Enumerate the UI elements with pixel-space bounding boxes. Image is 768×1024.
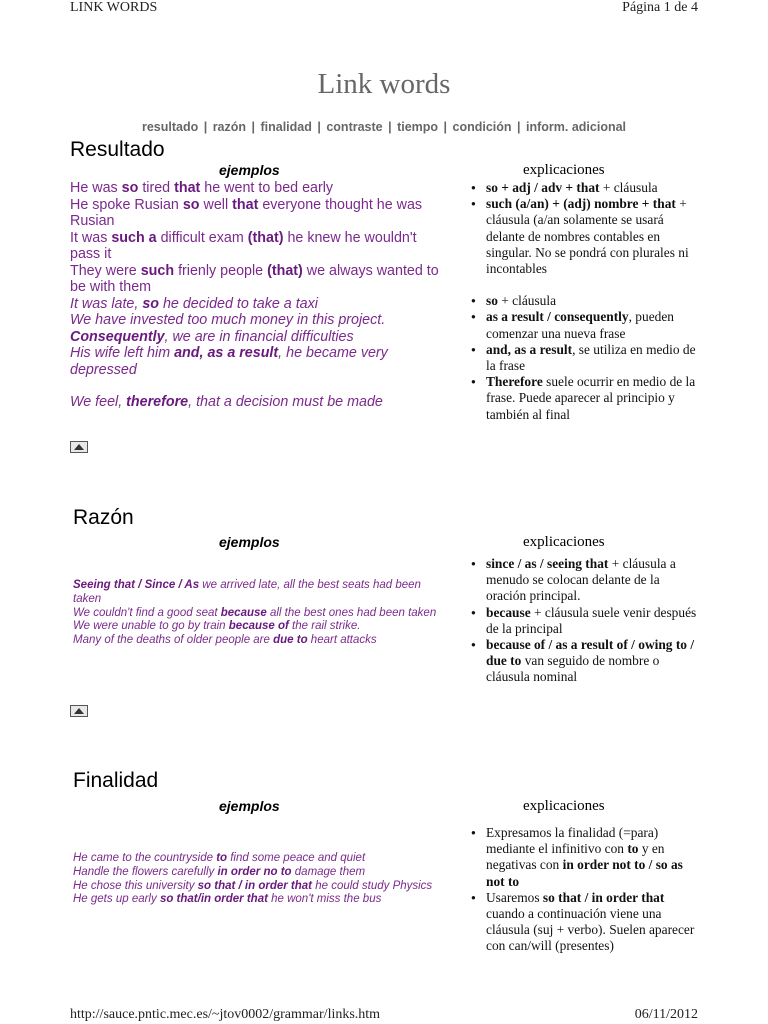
link-word: so bbox=[486, 293, 498, 309]
sentence-text: He gets up early bbox=[73, 893, 160, 906]
sentence-text: He chose this university bbox=[73, 879, 198, 892]
link-word: due to bbox=[273, 634, 308, 647]
print-footer-url: http://sauce.pntic.mec.es/~jtov0002/grammar/links.htm bbox=[70, 1007, 381, 1022]
sentence-text: he could study Physics bbox=[312, 879, 433, 892]
sentence-text: We couldn't find a good seat bbox=[73, 606, 221, 619]
link-word: therefore bbox=[126, 394, 189, 410]
sentence-text: It was late, bbox=[70, 295, 143, 312]
examples-razon bbox=[73, 579, 443, 648]
explanation-item bbox=[470, 342, 702, 374]
explanations-finalidad bbox=[470, 825, 702, 955]
link-word: such bbox=[140, 262, 175, 279]
link-word: so bbox=[182, 196, 200, 213]
link-word: in order not to / so as not to bbox=[486, 857, 683, 889]
sentence-text: , he became very depressed bbox=[70, 345, 388, 378]
sentence-text: y en negativas con bbox=[486, 841, 665, 873]
nav-link-tiempo[interactable]: tiempo bbox=[397, 120, 439, 134]
link-word: so that / in order that bbox=[197, 879, 313, 892]
link-word: since / as / seeing that bbox=[486, 556, 609, 571]
column-header-examples: ejemplos bbox=[219, 162, 280, 178]
link-word: because of / as a result of / owing to / due to bbox=[486, 637, 695, 669]
example-sentence bbox=[73, 607, 443, 621]
column-header-examples: ejemplos bbox=[219, 534, 280, 550]
sentence-text: He came to the countryside bbox=[73, 852, 217, 864]
example-sentence bbox=[70, 197, 450, 230]
example-sentence bbox=[73, 620, 443, 634]
example-sentence bbox=[73, 893, 443, 907]
explanation-item bbox=[470, 605, 702, 637]
nav-link-contraste[interactable]: contraste bbox=[326, 120, 383, 134]
sentence-text: His wife left him bbox=[70, 345, 175, 361]
section-title-razon: Razón bbox=[73, 506, 134, 529]
example-sentence bbox=[73, 634, 443, 648]
sentence-text: + cláusula bbox=[497, 293, 557, 309]
examples-finalidad bbox=[73, 852, 443, 907]
example-sentence bbox=[70, 180, 450, 197]
column-header-explanations: explicaciones bbox=[523, 534, 605, 550]
link-word: (that) bbox=[247, 229, 284, 246]
section-title-finalidad: Finalidad bbox=[73, 769, 159, 792]
link-word: such a bbox=[111, 229, 157, 246]
sentence-text: He was bbox=[70, 180, 122, 196]
explanations-resultado bbox=[470, 180, 702, 423]
example-sentence bbox=[70, 296, 450, 313]
sentence-text: Usaremos bbox=[486, 889, 543, 905]
sentence-text: we always wanted to be with them bbox=[70, 262, 439, 295]
explanation-item bbox=[470, 637, 702, 686]
back-to-top-icon[interactable] bbox=[70, 441, 88, 453]
sentence-text: the rail strike. bbox=[288, 620, 361, 633]
topic-nav: resultado | razón | finalidad | contraste | tiempo | condición | inform. adicional bbox=[141, 120, 627, 134]
sentence-text: he decided to take a taxi bbox=[159, 295, 318, 312]
sentence-text: he won't miss the bus bbox=[267, 893, 382, 906]
link-word: so that / in order that bbox=[542, 889, 665, 905]
sentence-text: frienly people bbox=[174, 262, 268, 279]
nav-link-condicion[interactable]: condición bbox=[452, 120, 512, 134]
sentence-text: , pueden comenzar una nueva frase bbox=[486, 309, 674, 341]
sentence-text: we arrived late, all the best seats had been taken bbox=[73, 579, 421, 605]
sentence-text: cuando a continuación viene una cláusula (suj + verbo). Suelen aparecer con can/will (presentes) bbox=[486, 906, 695, 954]
link-word: and, as a result bbox=[486, 341, 573, 357]
sentence-text: + cláusula bbox=[599, 180, 658, 195]
sentence-text: heart attacks bbox=[307, 634, 377, 647]
link-word: that bbox=[174, 180, 201, 196]
link-word: because of bbox=[228, 620, 289, 633]
link-word: so bbox=[142, 295, 159, 312]
example-sentence bbox=[70, 263, 450, 296]
sentence-text: + cláusula (a/an solamente se usará delante de nombres contables en singular. No se pondrá con plurales ni incontables bbox=[486, 196, 689, 277]
sentence-text: + cláusula a menudo se colocan delante de la oración principal. bbox=[486, 556, 676, 604]
example-sentence bbox=[70, 312, 450, 329]
link-word: Therefore bbox=[486, 374, 543, 390]
back-to-top-icon[interactable] bbox=[70, 705, 88, 717]
sentence-text: They were bbox=[70, 262, 141, 279]
sentence-text: Many of the deaths of older people are bbox=[73, 634, 274, 647]
sentence-text: tired bbox=[138, 180, 175, 196]
example-sentence bbox=[70, 329, 450, 346]
sentence-text: He spoke Rusian bbox=[70, 196, 183, 213]
example-sentence bbox=[70, 230, 450, 263]
link-word: because bbox=[220, 606, 267, 619]
column-header-explanations: explicaciones bbox=[523, 798, 605, 814]
section-title-resultado: Resultado bbox=[70, 138, 165, 161]
link-word: to bbox=[216, 852, 228, 864]
link-word: such (a/an) + (adj) nombre + that bbox=[486, 196, 676, 212]
explanation-item bbox=[470, 196, 702, 277]
nav-link-inform-adicional[interactable]: inform. adicional bbox=[526, 120, 627, 134]
example-sentence bbox=[70, 345, 450, 378]
column-header-explanations: explicaciones bbox=[523, 162, 605, 178]
explanation-item bbox=[470, 374, 702, 423]
sentence-text: damage them bbox=[291, 865, 366, 878]
example-sentence bbox=[73, 579, 443, 607]
explanation-item bbox=[470, 309, 702, 341]
sentence-text: , that a decision must be made bbox=[188, 394, 383, 410]
link-word: and, as a result bbox=[174, 345, 279, 361]
explanation-item bbox=[470, 293, 702, 309]
example-sentence bbox=[73, 852, 443, 866]
sentence-text: We have invested too much money in this project. bbox=[70, 312, 386, 328]
explanation-item bbox=[470, 890, 702, 955]
sentence-text: Expresamos la finalidad (=para) mediante el infinitivo con bbox=[486, 825, 659, 857]
sentence-text: + cláusula suele venir después de la principal bbox=[486, 604, 697, 636]
page-title: Link words bbox=[317, 68, 451, 100]
link-word: because bbox=[486, 604, 531, 620]
sentence-text: all the best ones had been taken bbox=[266, 606, 437, 619]
link-word: (that) bbox=[267, 262, 303, 279]
examples-resultado bbox=[70, 180, 450, 411]
explanation-item bbox=[470, 825, 702, 890]
link-word: in order no to bbox=[217, 865, 292, 878]
sentence-text: Handle the flowers carefully bbox=[73, 865, 218, 878]
sentence-text: well bbox=[199, 196, 233, 213]
nav-link-razon[interactable]: razón bbox=[212, 120, 247, 134]
sentence-text: , we are in financial difficulties bbox=[164, 328, 354, 345]
example-sentence bbox=[73, 866, 443, 880]
column-header-examples: ejemplos bbox=[219, 798, 280, 814]
link-word: so bbox=[121, 180, 139, 196]
print-header-title: LINK WORDS bbox=[70, 0, 158, 15]
print-header-page: Página 1 de 4 bbox=[622, 0, 698, 15]
print-footer-date: 06/11/2012 bbox=[634, 1007, 698, 1022]
sentence-text: We feel, bbox=[70, 394, 127, 410]
sentence-text: he knew he wouldn't pass it bbox=[70, 229, 417, 262]
sentence-text: find some peace and quiet bbox=[227, 852, 366, 864]
sentence-text: suele ocurrir en medio de la frase. Puede aparecer al principio y también al final bbox=[486, 374, 696, 422]
example-sentence bbox=[73, 880, 443, 894]
link-word: Seeing that / Since / As bbox=[73, 579, 200, 591]
sentence-text: he went to bed early bbox=[200, 180, 334, 196]
sentence-text: everyone thought he was Rusian bbox=[70, 196, 423, 229]
sentence-text: van seguido de nombre o cláusula nominal bbox=[486, 653, 660, 685]
nav-link-finalidad[interactable]: finalidad bbox=[260, 120, 312, 134]
sentence-text: It was bbox=[70, 229, 112, 246]
explanation-item bbox=[470, 556, 702, 605]
sentence-text: , se utiliza en medio de la frase bbox=[486, 341, 696, 374]
nav-link-resultado[interactable]: resultado bbox=[141, 120, 199, 134]
link-word: to bbox=[627, 841, 639, 857]
sentence-text: We were unable to go by train bbox=[73, 620, 229, 633]
link-word: as a result / consequently bbox=[486, 309, 629, 325]
explanations-razon bbox=[470, 556, 702, 686]
link-word: that bbox=[232, 196, 259, 213]
link-word: Consequently bbox=[70, 328, 165, 345]
explanation-item bbox=[470, 180, 702, 196]
sentence-text: difficult exam bbox=[156, 229, 248, 246]
link-word: so that/in order that bbox=[159, 893, 268, 906]
link-word: so + adj / adv + that bbox=[486, 180, 600, 195]
example-sentence bbox=[70, 394, 450, 411]
